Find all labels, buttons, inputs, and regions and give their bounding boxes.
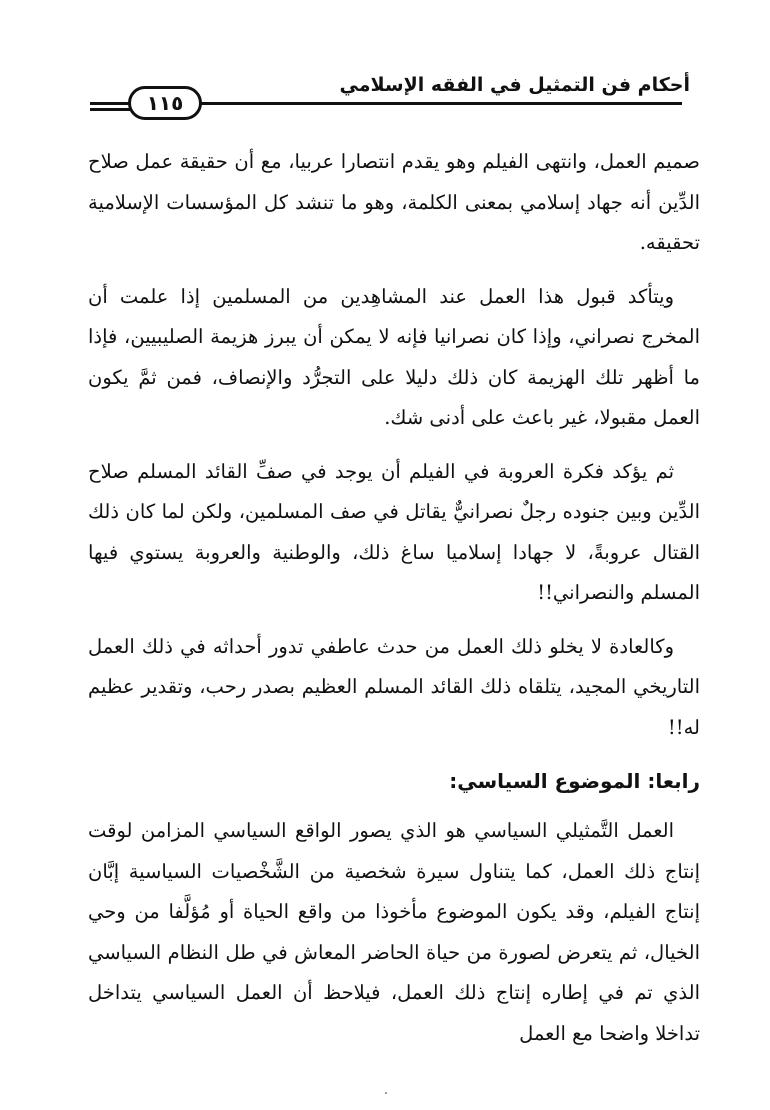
page-number: ١١٥	[146, 91, 184, 115]
section-heading: رابعا: الموضوع السياسي:	[449, 769, 700, 793]
page-number-badge	[128, 86, 202, 120]
section-paragraph: العمل التَّمثيلي السياسي هو الذي يصور الواقع السياسي المزامن لوقت إنتاج ذلك العمل، كما يتناول سيرة شخصية من الشَّخْصيات السياسية إبَّان إنتاج الفيلم، وقد يكون الموضوع مأخوذا من واقع الحياة أو مُؤلَّفا من وحي الخيال، ثم يتعرض لصورة من حياة الحاضر المعاش في طل النظام السياسي الذي تم في إطاره إنتاج ذلك العمل، فيلاحظ أن العمل السياسي يتداخل تداخلا واضحا مع العمل	[88, 819, 700, 1045]
paragraph-4: وكالعادة لا يخلو ذلك العمل من حدث عاطفي تدور أحداثه في ذلك العمل التاريخي المجيد، يتلقاه ذلك القائد المسلم العظيم بصدر رحب، وتقدير عظيم له!!	[88, 634, 700, 739]
paragraph-1: صميم العمل، وانتهى الفيلم وهو يقدم انتصارا عربيا، مع أن حقيقة عمل صلاح الدِّين أنه جهاد إسلامي بمعنى الكلمة، وهو ما تنشد كل المؤسسات الإسلامية تحقيقه.	[88, 150, 700, 254]
page-speck	[385, 1092, 387, 1094]
running-title: أحكام فن التمثيل في الفقه الإسلامي	[339, 74, 690, 96]
paragraph-2: ويتأكد قبول هذا العمل عند المشاهِدين من المسلمين إذا علمت أن المخرج نصراني، وإذا كان نصرانيا فإنه لا يمكن أن يبرز هزيمة الصليبيين، فإذا ما أظهر تلك الهزيمة كان ذلك دليلا على التجرُّد والإنصاف، فمن ثمَّ يكون العمل مقبولا، غير باعث على أدنى شك.	[88, 284, 700, 429]
page-body	[88, 142, 700, 1067]
paragraph-3: ثم يؤكد فكرة العروبة في الفيلم أن يوجد في صفِّ القائد المسلم صلاح الدِّين وبين جنوده رجلٌ نصرانيٌّ يقاتل في صف المسلمين، ولكن لما كان ذلك القتال عروبةً، لا جهادا إسلاميا ساغ ذلك، والوطنية والعروبة يستوي فيها المسلم والنصراني!!	[88, 459, 700, 604]
